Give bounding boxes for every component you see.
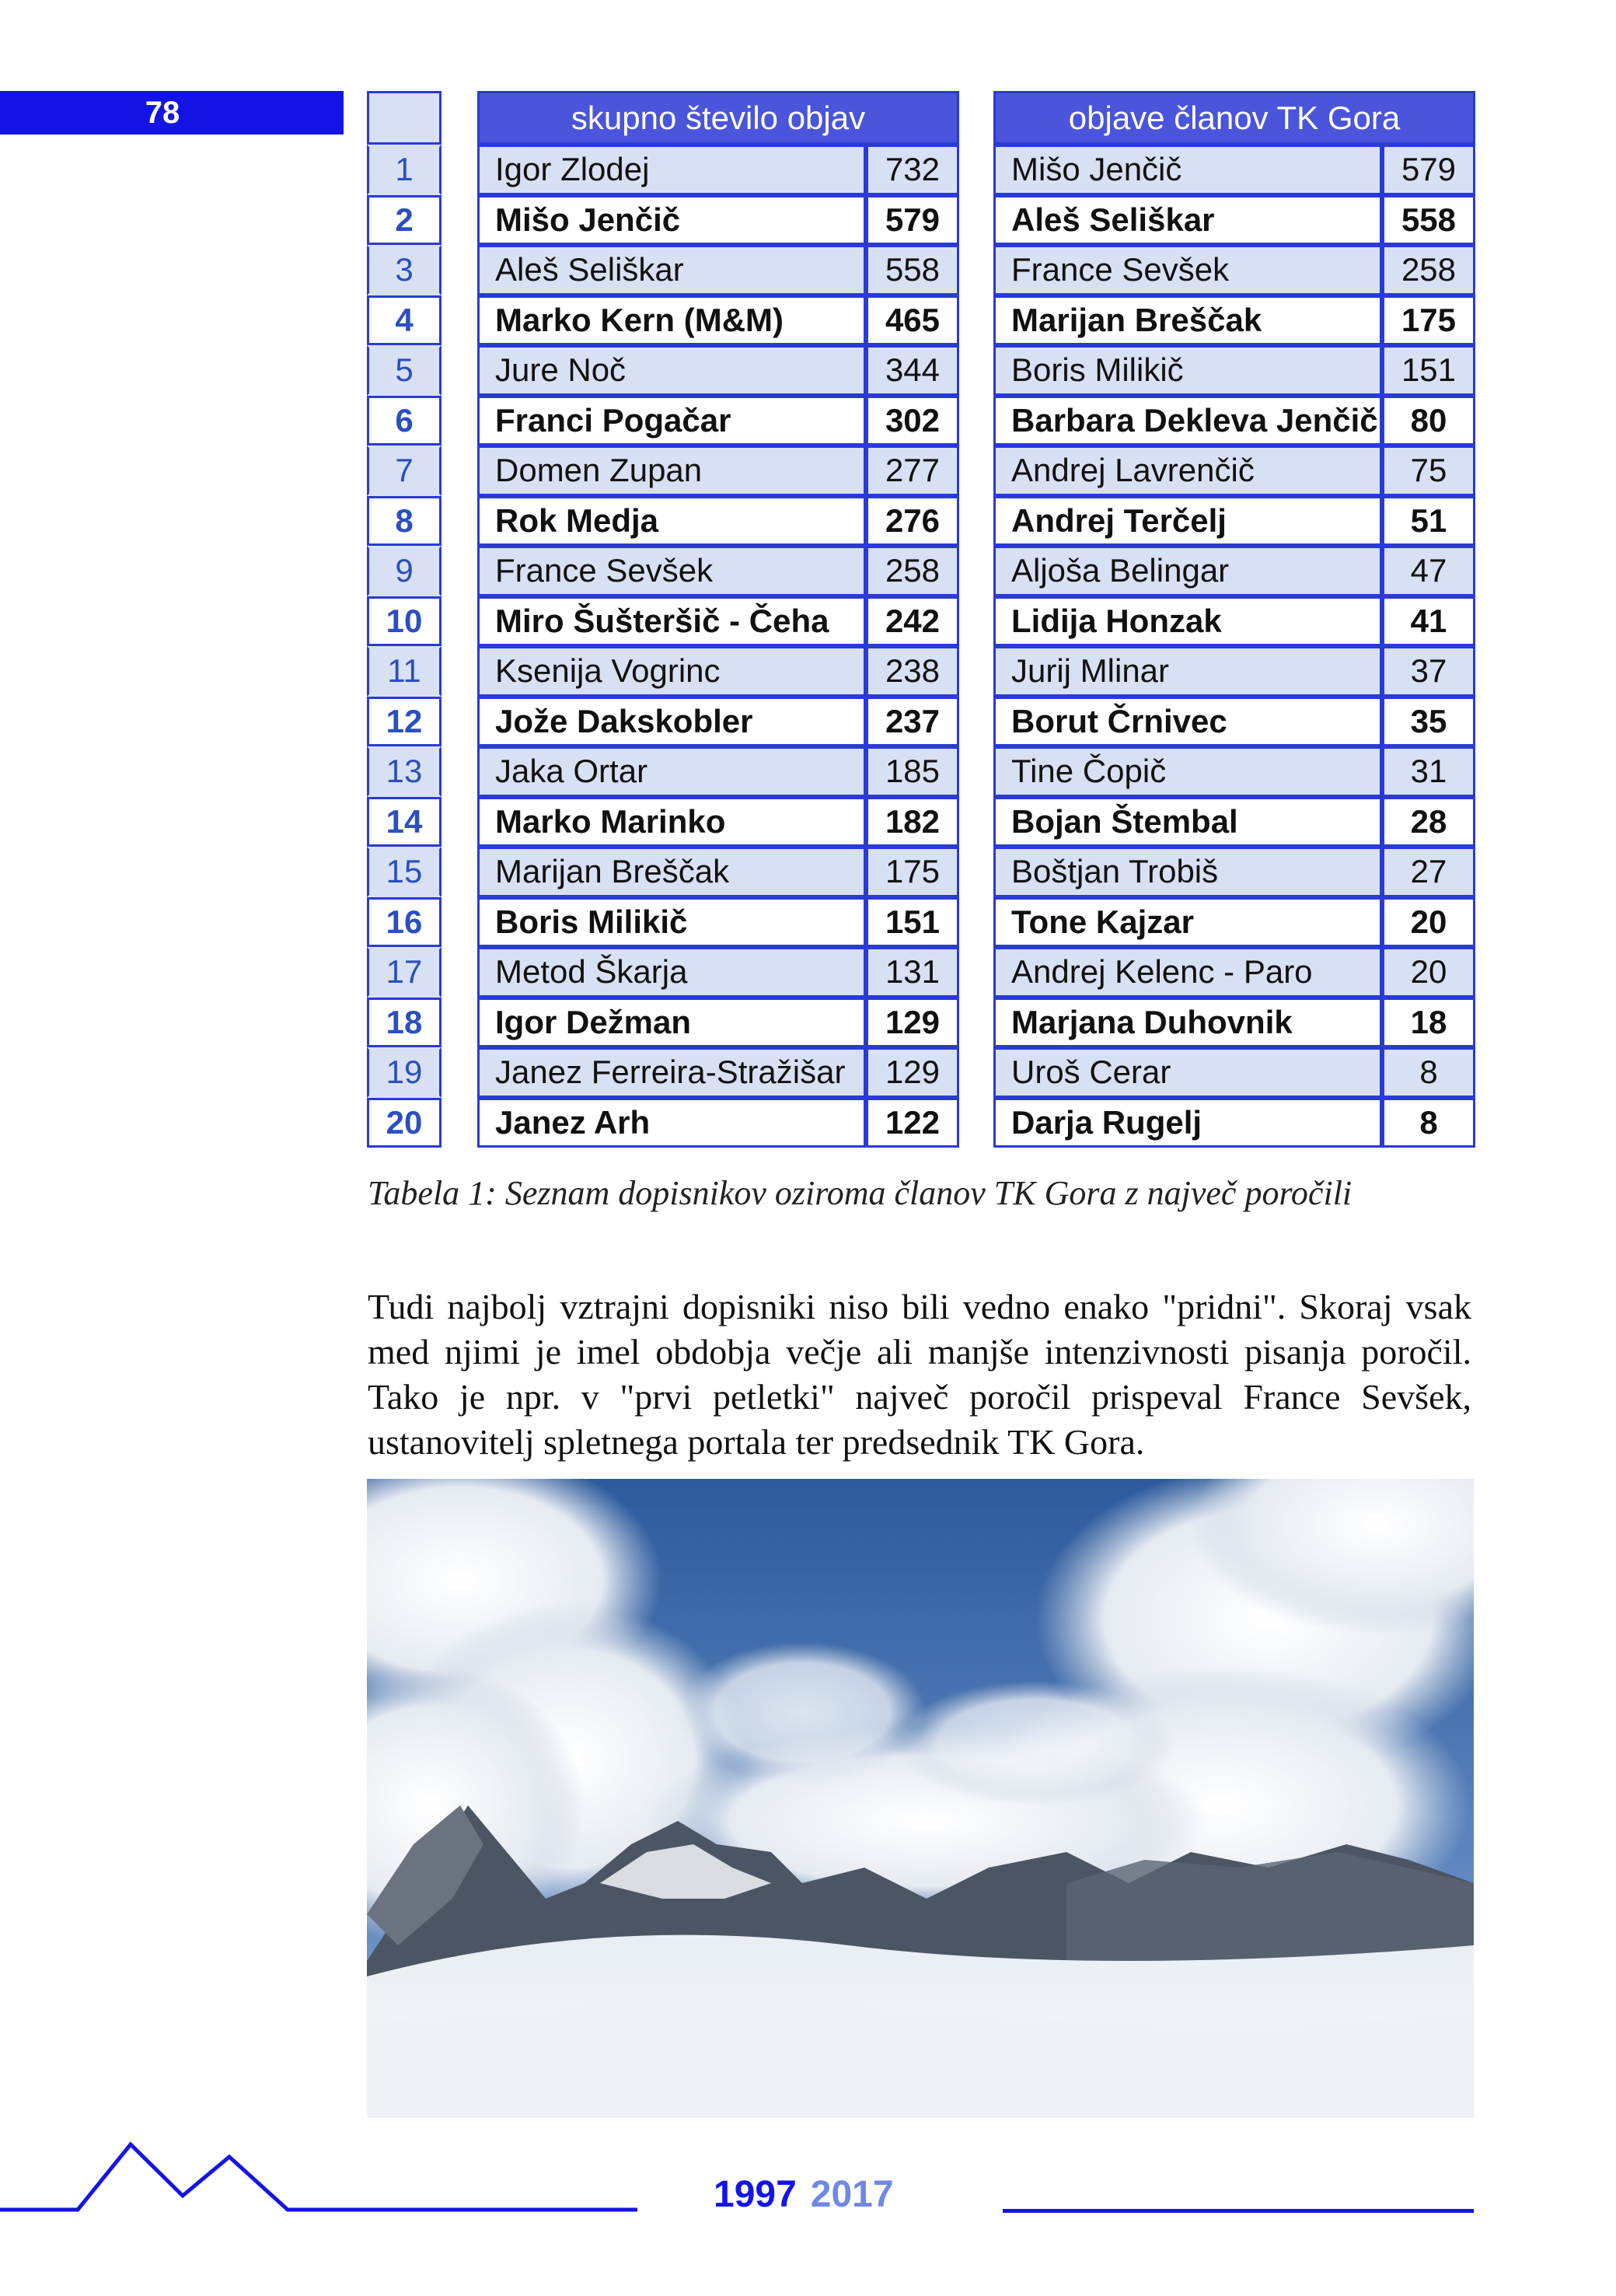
table-row	[993, 797, 1475, 847]
member-post-count: 175	[1382, 295, 1475, 346]
rank-row	[367, 546, 442, 596]
author-name: Aleš Seliškar	[477, 245, 866, 295]
rank-cell: 1	[367, 145, 442, 195]
author-name: France Sevšek	[477, 546, 866, 596]
table-row	[477, 797, 959, 847]
member-name: Darja Rugelj	[993, 1098, 1382, 1148]
footer-year-start: 1997	[714, 2174, 797, 2215]
post-count: 151	[866, 897, 959, 948]
member-posts-table	[993, 91, 1475, 1148]
rank-cell: 11	[367, 646, 442, 697]
rank-row	[367, 195, 442, 246]
post-count: 277	[866, 446, 959, 496]
rank-cell: 10	[367, 596, 442, 647]
rank-row	[367, 446, 442, 496]
table-row	[993, 697, 1475, 747]
post-count: 276	[866, 496, 959, 547]
table-row	[477, 596, 959, 647]
member-name: France Sevšek	[993, 245, 1382, 295]
footer-years	[714, 2173, 894, 2216]
table-row	[993, 947, 1475, 998]
body-paragraph: Tudi najbolj vztrajni dopisniki niso bili vedno enako "pridni". Skoraj vsak med njimi je imel obdobja večje ali manjše intenzivnosti pisanja poročil. Tako je npr. v "prvi petletki" največ poročil prispeval France Sevšek, ustanovitelj spletnega portala ter predsednik TK Gora.	[368, 1287, 1471, 1462]
post-count: 175	[866, 847, 959, 897]
rank-cell: 12	[367, 697, 442, 747]
rank-row	[367, 797, 442, 847]
table-row	[477, 897, 959, 948]
post-count: 258	[866, 546, 959, 596]
member-name: Barbara Dekleva Jenčič	[993, 396, 1382, 446]
mountain-outline-decoration	[0, 2130, 637, 2216]
member-name: Aljoša Belingar	[993, 546, 1382, 596]
member-post-count: 51	[1382, 496, 1475, 547]
table-row	[993, 998, 1475, 1048]
rank-row	[367, 998, 442, 1048]
member-name: Jurij Mlinar	[993, 646, 1382, 697]
table-row	[993, 496, 1475, 547]
post-count: 579	[866, 195, 959, 246]
author-name: Metod Škarja	[477, 947, 866, 998]
rank-row	[367, 596, 442, 647]
member-post-count: 18	[1382, 998, 1475, 1048]
author-name: Boris Milikič	[477, 897, 866, 948]
table-row	[477, 1098, 959, 1148]
footer-rule-right	[1003, 2209, 1474, 2213]
table-row	[477, 646, 959, 697]
author-name: Igor Dežman	[477, 998, 866, 1048]
table-row	[477, 1047, 959, 1098]
post-count: 238	[866, 646, 959, 697]
rank-row	[367, 947, 442, 998]
table-row	[477, 947, 959, 998]
member-post-count: 41	[1382, 596, 1475, 647]
member-name: Tone Kajzar	[993, 897, 1382, 948]
post-count: 129	[866, 998, 959, 1048]
member-post-count: 20	[1382, 947, 1475, 998]
table-row	[477, 396, 959, 446]
rank-cell: 5	[367, 345, 442, 396]
author-name: Igor Zlodej	[477, 145, 866, 195]
member-post-count: 558	[1382, 195, 1475, 246]
member-post-count: 47	[1382, 546, 1475, 596]
rank-row	[367, 396, 442, 446]
member-name: Bojan Štembal	[993, 797, 1382, 847]
table-row	[477, 345, 959, 396]
post-count: 558	[866, 245, 959, 295]
table-row	[993, 897, 1475, 948]
member-name: Uroš Cerar	[993, 1047, 1382, 1098]
author-name: Marijan Breščak	[477, 847, 866, 897]
member-post-count: 37	[1382, 646, 1475, 697]
member-post-count: 20	[1382, 897, 1475, 948]
rank-cell: 20	[367, 1098, 442, 1148]
table-row	[993, 1047, 1475, 1098]
rank-row	[367, 646, 442, 697]
author-name: Domen Zupan	[477, 446, 866, 496]
table-row	[993, 245, 1475, 295]
member-post-count: 27	[1382, 847, 1475, 897]
rank-cell: 15	[367, 847, 442, 897]
author-name: Rok Medja	[477, 496, 866, 547]
page-number: 78	[145, 95, 180, 130]
author-name: Miro Šušteršič - Čeha	[477, 596, 866, 647]
rank-row	[367, 746, 442, 797]
mountain-photo	[367, 1479, 1474, 2118]
author-name: Ksenija Vogrinc	[477, 646, 866, 697]
rank-row	[367, 245, 442, 295]
member-name: Aleš Seliškar	[993, 195, 1382, 246]
rank-cell: 18	[367, 998, 442, 1048]
total-posts-header: skupno število objav	[477, 91, 959, 145]
footer-year-end: 2017	[810, 2174, 894, 2215]
member-post-count: 8	[1382, 1047, 1475, 1098]
member-posts-header: objave članov TK Gora	[993, 91, 1475, 145]
member-post-count: 31	[1382, 746, 1475, 797]
member-name: Mišo Jenčič	[993, 145, 1382, 195]
table-row	[477, 245, 959, 295]
table-caption: Tabela 1: Seznam dopisnikov oziroma članov TK Gora z največ poročili	[368, 1174, 1352, 1212]
table-row	[993, 546, 1475, 596]
member-post-count: 80	[1382, 396, 1475, 446]
member-post-count: 258	[1382, 245, 1475, 295]
post-count: 237	[866, 697, 959, 747]
member-name: Boris Milikič	[993, 345, 1382, 396]
table-row	[993, 295, 1475, 346]
rank-cell: 4	[367, 295, 442, 346]
table-row	[993, 446, 1475, 496]
rank-cell: 9	[367, 546, 442, 596]
author-name: Marko Marinko	[477, 797, 866, 847]
member-post-count: 8	[1382, 1098, 1475, 1148]
member-name: Andrej Terčelj	[993, 496, 1382, 547]
post-count: 465	[866, 295, 959, 346]
page-number-banner	[0, 91, 344, 135]
table-row	[993, 1098, 1475, 1148]
post-count: 732	[866, 145, 959, 195]
table-row	[477, 195, 959, 246]
table-row	[477, 998, 959, 1048]
member-name: Lidija Honzak	[993, 596, 1382, 647]
rank-row	[367, 496, 442, 547]
member-post-count: 35	[1382, 697, 1475, 747]
table-row	[477, 847, 959, 897]
rank-cell: 14	[367, 797, 442, 847]
rank-cell: 8	[367, 496, 442, 547]
post-count: 344	[866, 345, 959, 396]
rank-column	[367, 91, 442, 1148]
table-row	[477, 546, 959, 596]
post-count: 182	[866, 797, 959, 847]
post-count: 185	[866, 746, 959, 797]
rank-row	[367, 345, 442, 396]
author-name: Marko Kern (M&M)	[477, 295, 866, 346]
member-post-count: 151	[1382, 345, 1475, 396]
rank-row	[367, 697, 442, 747]
rank-cell: 19	[367, 1047, 442, 1098]
rank-cell: 2	[367, 195, 442, 246]
author-name: Janez Ferreira-Stražišar	[477, 1047, 866, 1098]
table-row	[477, 746, 959, 797]
rank-row	[367, 145, 442, 195]
member-name: Marjana Duhovnik	[993, 998, 1382, 1048]
table-row	[993, 596, 1475, 647]
member-name: Andrej Lavrenčič	[993, 446, 1382, 496]
rank-row	[367, 847, 442, 897]
rank-row	[367, 295, 442, 346]
table-row	[477, 295, 959, 346]
member-post-count: 579	[1382, 145, 1475, 195]
table-row	[477, 697, 959, 747]
table-row	[993, 646, 1475, 697]
rank-row	[367, 1098, 442, 1148]
author-name: Jaka Ortar	[477, 746, 866, 797]
member-name: Boštjan Trobiš	[993, 847, 1382, 897]
table-row	[993, 847, 1475, 897]
table-row	[993, 746, 1475, 797]
member-post-count: 28	[1382, 797, 1475, 847]
member-name: Borut Črnivec	[993, 697, 1382, 747]
post-count: 129	[866, 1047, 959, 1098]
member-name: Marijan Breščak	[993, 295, 1382, 346]
member-name: Andrej Kelenc - Paro	[993, 947, 1382, 998]
table-row	[993, 396, 1475, 446]
post-count: 302	[866, 396, 959, 446]
rank-row	[367, 897, 442, 948]
author-name: Mišo Jenčič	[477, 195, 866, 246]
table-row	[477, 145, 959, 195]
table-row	[993, 195, 1475, 246]
table-row	[477, 496, 959, 547]
member-post-count: 75	[1382, 446, 1475, 496]
rank-cell: 16	[367, 897, 442, 948]
post-count: 242	[866, 596, 959, 647]
member-name: Tine Čopič	[993, 746, 1382, 797]
author-name: Franci Pogačar	[477, 396, 866, 446]
rank-cell: 7	[367, 446, 442, 496]
author-name: Jože Dakskobler	[477, 697, 866, 747]
rank-header	[367, 91, 442, 145]
rank-cell: 17	[367, 947, 442, 998]
rank-row	[367, 1047, 442, 1098]
author-name: Jure Noč	[477, 345, 866, 396]
total-posts-table	[477, 91, 959, 1148]
table-row	[993, 145, 1475, 195]
author-name: Janez Arh	[477, 1098, 866, 1148]
mountain-landscape-image	[367, 1479, 1474, 2118]
post-count: 122	[866, 1098, 959, 1148]
rank-cell: 6	[367, 396, 442, 446]
post-count: 131	[866, 947, 959, 998]
rank-cell: 13	[367, 746, 442, 797]
table-row	[477, 446, 959, 496]
table-row	[993, 345, 1475, 396]
rank-cell: 3	[367, 245, 442, 295]
